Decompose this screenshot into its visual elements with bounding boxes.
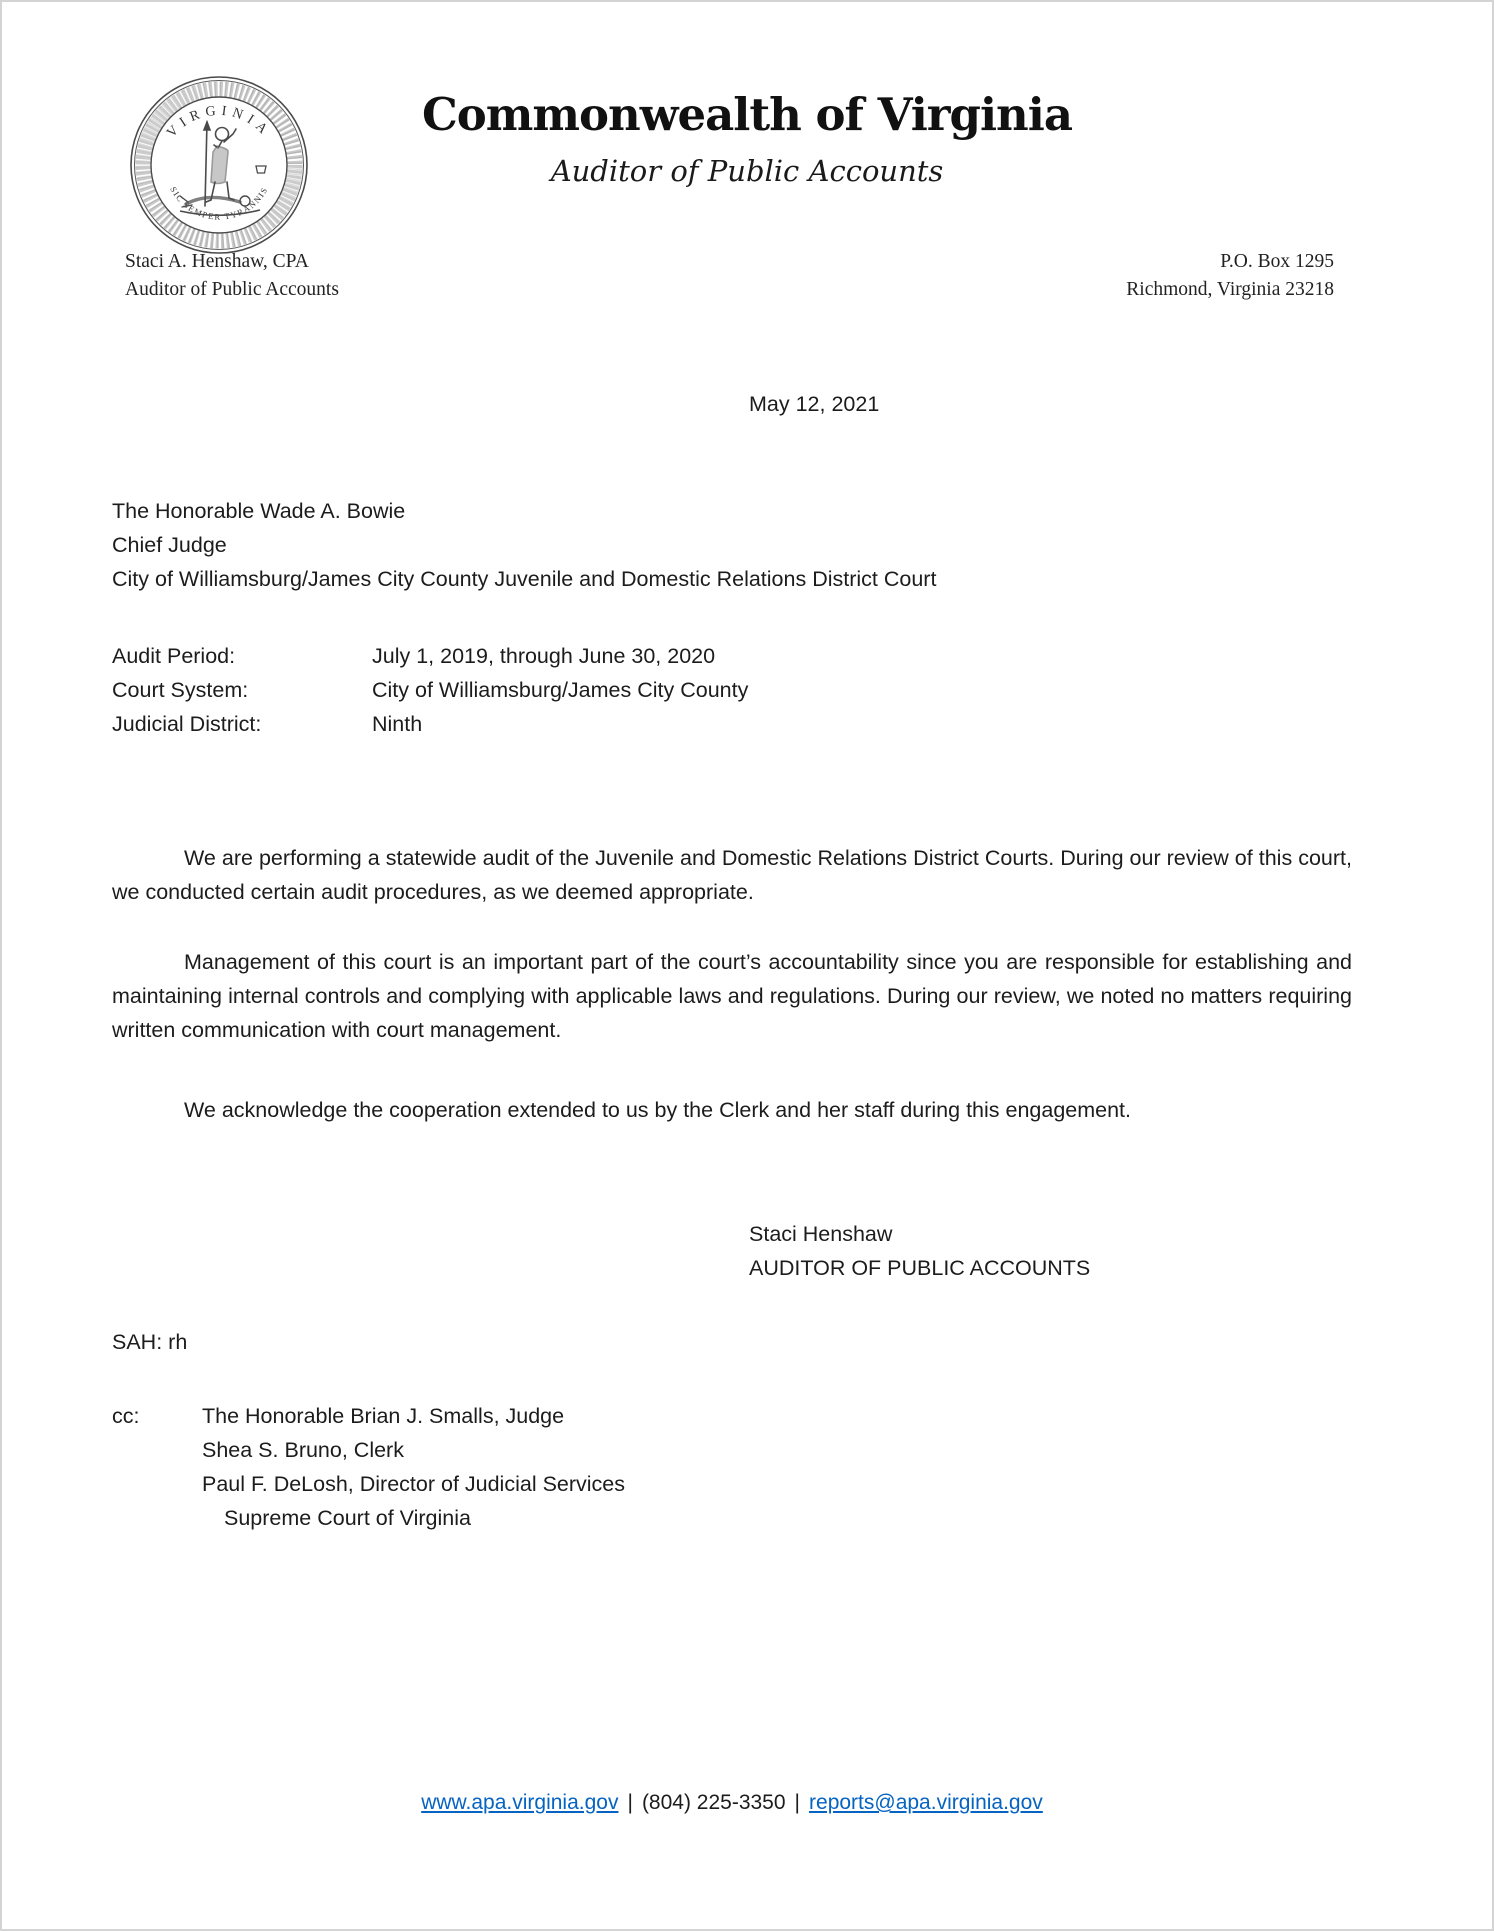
letterhead-subtitle: Auditor of Public Accounts bbox=[550, 154, 944, 188]
footer-separator: | bbox=[794, 1791, 801, 1814]
cc-item: The Honorable Brian J. Smalls, Judge bbox=[202, 1404, 565, 1428]
body-paragraph: Management of this court is an important part of the court’s accountability since you are responsible for establishing and maintaining internal controls and complying with applicable laws and regulations. During our review, we noted no matters requiring written communication with court management. bbox=[112, 950, 1352, 1042]
detail-label: Court System: bbox=[112, 678, 249, 702]
signature-title: AUDITOR OF PUBLIC ACCOUNTS bbox=[749, 1256, 1091, 1280]
website-link[interactable]: www.apa.virginia.gov bbox=[421, 1791, 619, 1814]
signature-name: Staci Henshaw bbox=[749, 1222, 893, 1246]
city-state-zip-line: Richmond, Virginia 23218 bbox=[1126, 279, 1334, 300]
letterhead-title: Commonwealth of Virginia bbox=[421, 88, 1073, 141]
auditor-title: Auditor of Public Accounts bbox=[125, 279, 339, 300]
cc-row bbox=[112, 1467, 1352, 1501]
letterhead bbox=[2, 2, 1492, 312]
cc-row bbox=[112, 1399, 1352, 1433]
cc-block bbox=[112, 1399, 1352, 1535]
signature-block bbox=[749, 1217, 1352, 1285]
detail-row-court-system bbox=[112, 673, 1352, 707]
letter-paragraphs bbox=[112, 841, 1352, 1127]
seal-bottom-text: SIC SEMPER TYRANNIS bbox=[168, 184, 270, 222]
detail-value: July 1, 2019, through June 30, 2020 bbox=[372, 644, 716, 668]
cc-label: cc: bbox=[112, 1404, 140, 1428]
detail-value: City of Williamsburg/James City County bbox=[372, 678, 749, 702]
detail-label: Judicial District: bbox=[112, 712, 262, 736]
phone-number: (804) 225-3350 bbox=[641, 1791, 786, 1814]
recipient-title: Chief Judge bbox=[112, 533, 227, 557]
cc-item: Supreme Court of Virginia bbox=[224, 1506, 471, 1530]
letterhead-contacts bbox=[125, 248, 1334, 304]
svg-text:SIC SEMPER TYRANNIS bbox=[168, 185, 269, 222]
detail-value: Ninth bbox=[372, 712, 423, 736]
footer-separator: | bbox=[627, 1791, 633, 1814]
audit-details bbox=[112, 639, 1352, 741]
cc-item: Paul F. DeLosh, Director of Judicial Services bbox=[202, 1472, 626, 1496]
reference-line: SAH: rh bbox=[112, 1330, 188, 1354]
cc-row bbox=[112, 1433, 1352, 1467]
cc-row bbox=[112, 1501, 1352, 1535]
detail-row-judicial-district bbox=[112, 707, 1352, 741]
email-link[interactable]: reports@apa.virginia.gov bbox=[809, 1791, 1043, 1814]
detail-label: Audit Period: bbox=[112, 644, 236, 668]
address-block bbox=[1126, 248, 1334, 304]
auditor-contact-block bbox=[125, 248, 339, 304]
page-footer bbox=[112, 1791, 1352, 1815]
seal-top-text: VIRGINIA bbox=[164, 103, 274, 141]
detail-row-audit-period bbox=[112, 639, 1352, 673]
recipient-block bbox=[112, 494, 1352, 596]
cc-item: Shea S. Bruno, Clerk bbox=[202, 1438, 404, 1462]
virginia-state-seal-icon bbox=[128, 74, 310, 256]
auditor-name: Staci A. Henshaw, CPA bbox=[125, 251, 309, 272]
body-paragraph: We are performing a statewide audit of the Juvenile and Domestic Relations District Courts. During our review of this court, we conducted certain audit procedures, as we deemed appropriate. bbox=[112, 846, 1352, 904]
recipient-name: The Honorable Wade A. Bowie bbox=[112, 499, 406, 523]
recipient-court: City of Williamsburg/James City County Juvenile and Domestic Relations District Court bbox=[112, 567, 937, 591]
letter-body bbox=[2, 387, 1492, 1535]
po-box-line: P.O. Box 1295 bbox=[1220, 251, 1334, 272]
date-line: May 12, 2021 bbox=[749, 392, 880, 416]
body-paragraph: We acknowledge the cooperation extended to us by the Clerk and her staff during this engagement. bbox=[184, 1098, 1132, 1122]
